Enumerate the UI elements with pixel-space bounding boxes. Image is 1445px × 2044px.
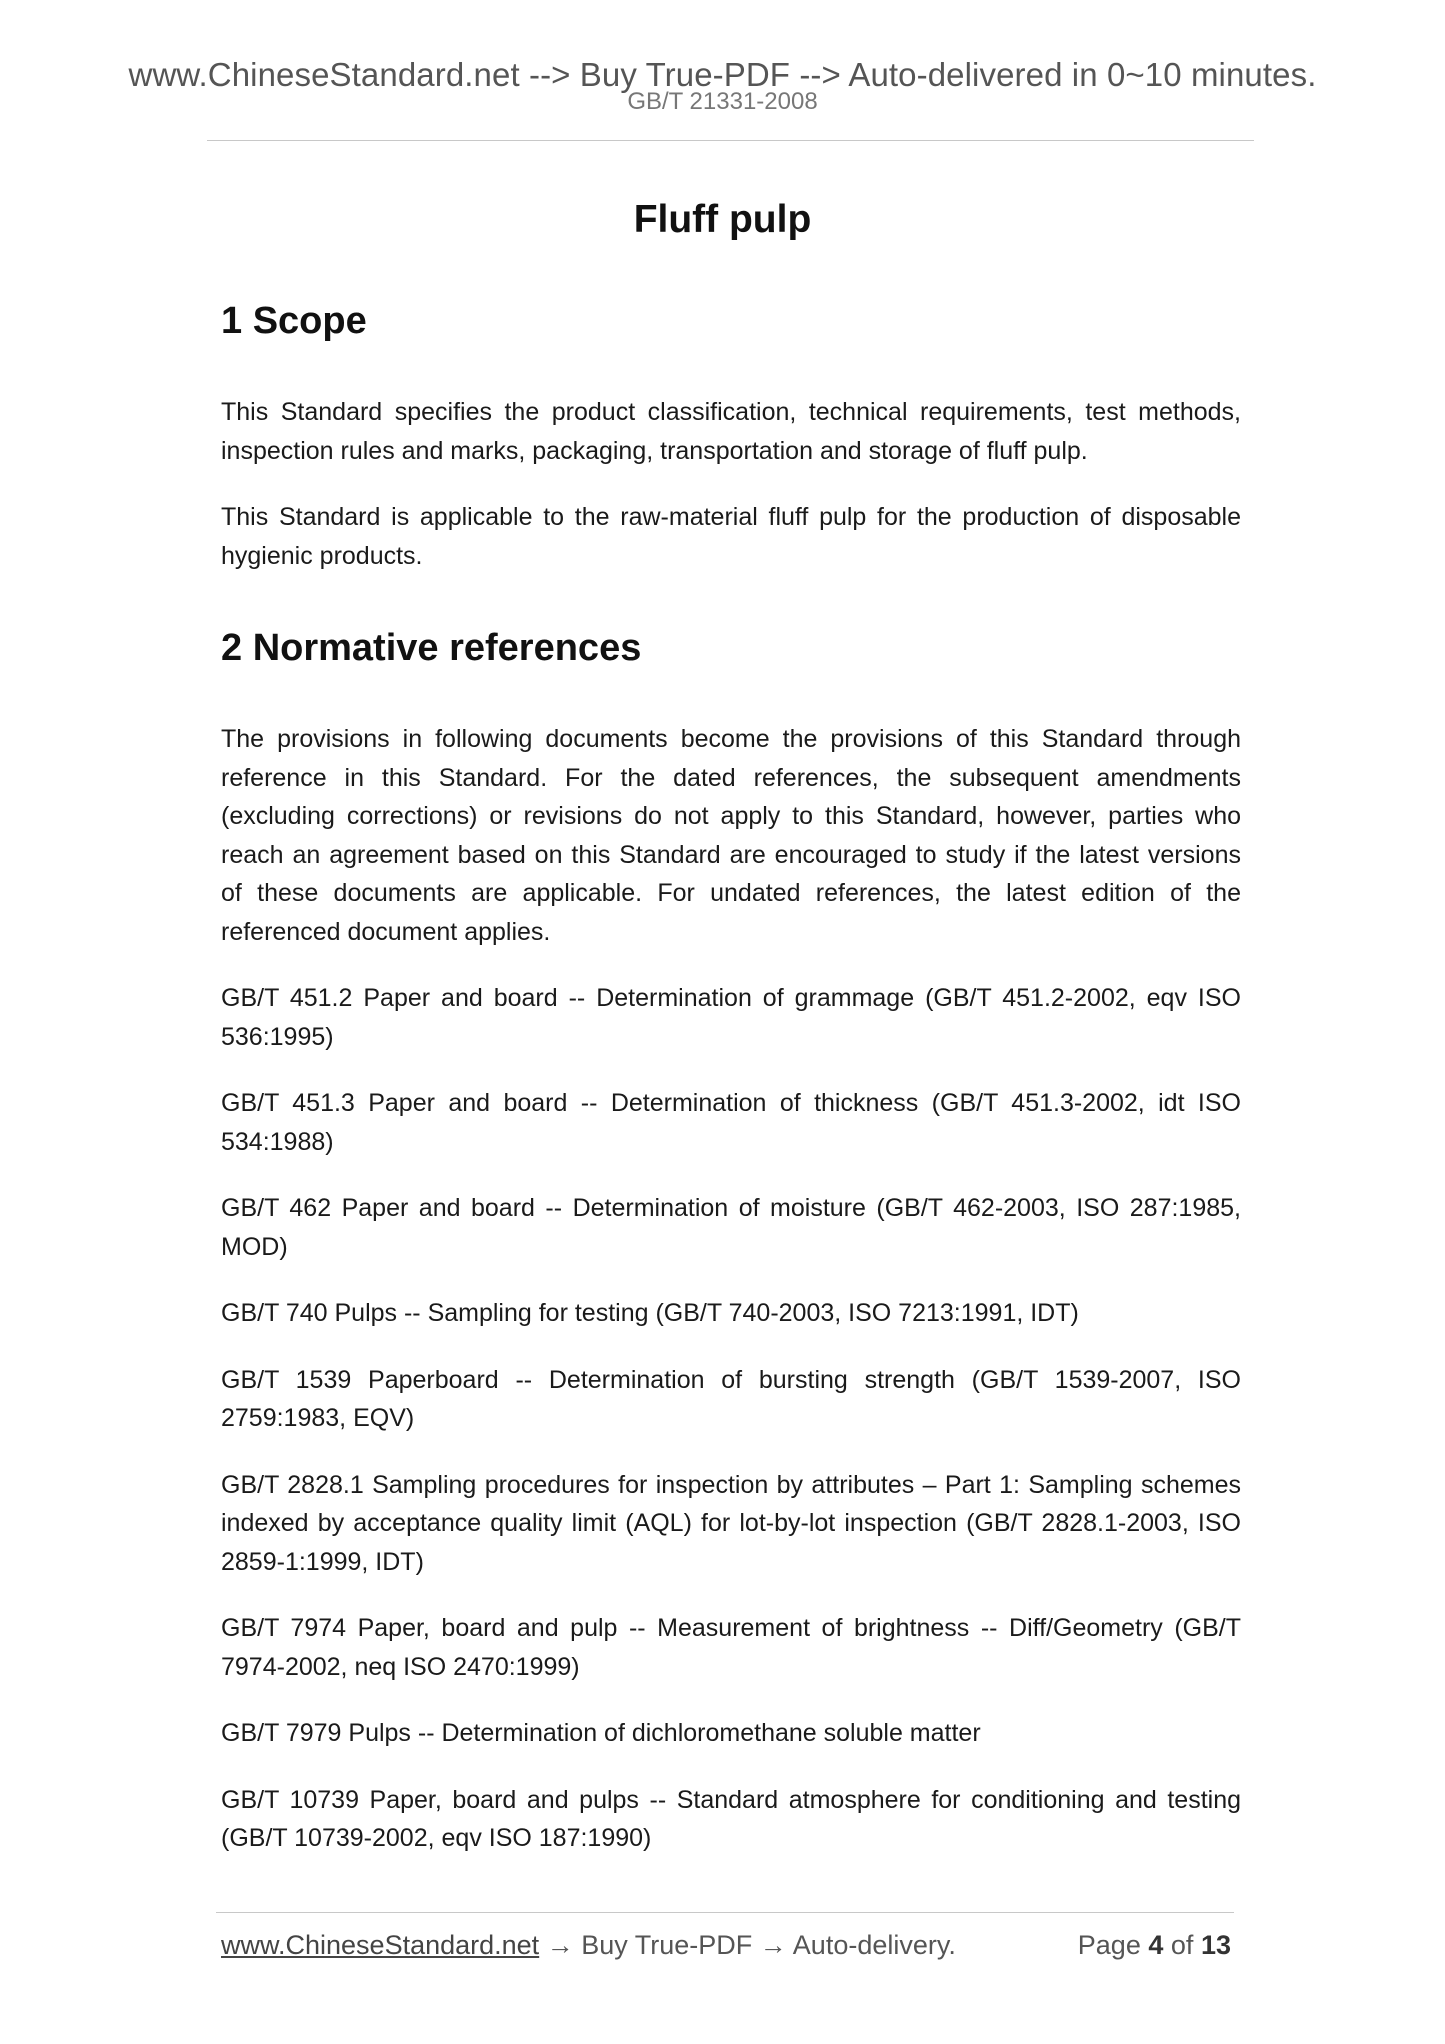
reference-item: GB/T 7979 Pulps -- Determination of dichloromethane soluble matter [221, 1719, 981, 1747]
page-title: Fluff pulp [633, 198, 812, 241]
reference-item: GB/T 451.3 Paper and board -- Determination of thickness (GB/T 451.3-2002, idt ISO 534:1988) [221, 1089, 1241, 1156]
page-total: 13 [1200, 1930, 1231, 1960]
section-heading-scope: 1 Scope [221, 300, 367, 342]
footer-promo [221, 1930, 956, 1961]
paragraph: The provisions in following documents become the provisions of this Standard through reference in this Standard. For the dated references, the subsequent amendments (excluding corrections) or revisions do not apply to this Standard, however, parties who reach an agreement based on this Standard are encouraged to study if the latest versions of these documents are applicable. For undated references, the latest edition of the referenced document applies. [221, 725, 1241, 946]
footer-divider [216, 1912, 1234, 1913]
page-number [1078, 1930, 1231, 1961]
page-current: 4 [1148, 1930, 1164, 1960]
reference-item: GB/T 451.2 Paper and board -- Determination of grammage (GB/T 451.2-2002, eqv ISO 536:1995) [221, 984, 1241, 1051]
paragraph: This Standard specifies the product classification, technical requirements, test methods, inspection rules and marks, packaging, transportation and storage of fluff pulp. [221, 398, 1241, 465]
header-banner: www.ChineseStandard.net --> Buy True-PDF --> Auto-delivered in 0~10 minutes. [128, 56, 1317, 93]
reference-item: GB/T 2828.1 Sampling procedures for inspection by attributes – Part 1: Sampling schemes indexed by acceptance quality limit (AQL) for lot-by-lot inspection (GB/T 2828.1-2003, ISO 2859-1:1999, IDT) [221, 1470, 1241, 1576]
reference-item: GB/T 10739 Paper, board and pulps -- Standard atmosphere for conditioning and testing (GB/T 10739-2002, eqv ISO 187:1990) [221, 1785, 1241, 1852]
reference-item: GB/T 1539 Paperboard -- Determination of bursting strength (GB/T 1539-2007, ISO 2759:1983, EQV) [221, 1365, 1241, 1432]
footer-delivery-text: Auto-delivery. [792, 1930, 956, 1960]
reference-item: GB/T 740 Pulps -- Sampling for testing (GB/T 740-2003, ISO 7213:1991, IDT) [221, 1299, 1079, 1327]
footer-buy-text: Buy True-PDF [581, 1930, 753, 1960]
arrow-right-icon: → [759, 1930, 787, 1960]
arrow-right-icon: → [546, 1930, 574, 1960]
page-of: of [1170, 1930, 1194, 1960]
paragraph: This Standard is applicable to the raw-material fluff pulp for the production of disposable hygienic products. [221, 503, 1241, 570]
reference-item: GB/T 7974 Paper, board and pulp -- Measurement of brightness -- Diff/Geometry (GB/T 7974-2002, neq ISO 2470:1999) [221, 1614, 1241, 1681]
document-code: GB/T 21331-2008 [627, 88, 818, 115]
footer-site-link[interactable]: www.ChineseStandard.net [221, 1930, 540, 1960]
document-body [221, 300, 1241, 1858]
section-heading-normative-references: 2 Normative references [221, 627, 642, 669]
header-divider [207, 140, 1254, 141]
reference-item: GB/T 462 Paper and board -- Determination of moisture (GB/T 462-2003, ISO 287:1985, MOD) [221, 1194, 1241, 1261]
page-label: Page [1077, 1930, 1141, 1960]
